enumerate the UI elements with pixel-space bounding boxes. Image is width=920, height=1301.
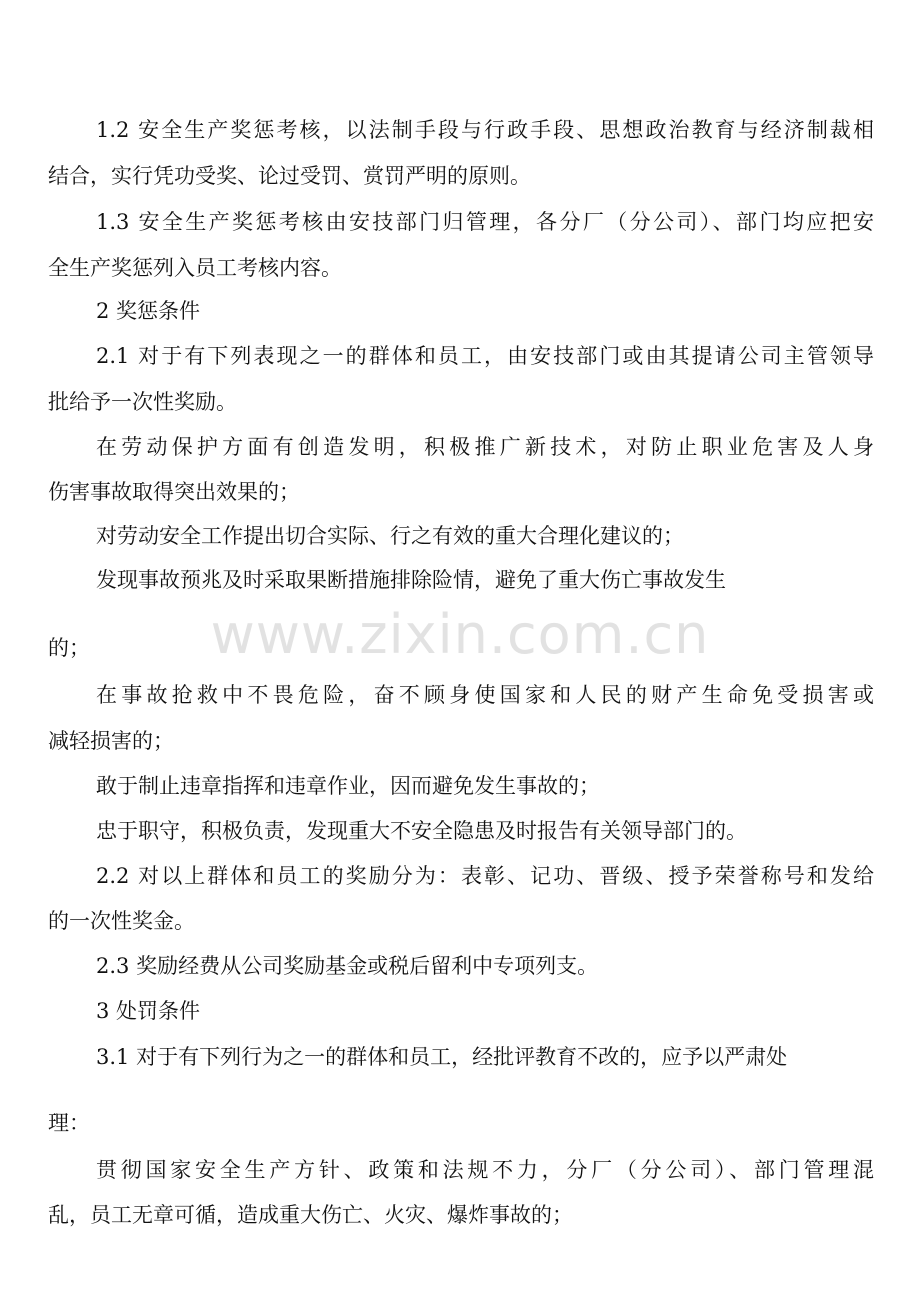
paragraph-line: 敢于制止违章指挥和违章作业，因而避免发生事故的； — [96, 774, 600, 798]
paragraph-line: 1.3 安全生产奖惩考核由安技部门归管理，各分厂（分公司）、部门均应把安 — [96, 210, 874, 234]
paragraph-line: 在事故抢救中不畏危险，奋不顾身使国家和人民的财产生命免受损害或 — [96, 683, 874, 707]
paragraph-line: 结合，实行凭功受奖、论过受罚、赏罚严明的原则。 — [48, 164, 531, 188]
paragraph-line: 批给予一次性奖励。 — [48, 390, 237, 414]
paragraph-line: 2.2 对以上群体和员工的奖励分为：表彰、记功、晋级、授予荣誉称号和发给 — [96, 864, 874, 888]
section-heading: 3 处罚条件 — [96, 999, 201, 1023]
paragraph-line: 对劳动安全工作提出切合实际、行之有效的重大合理化建议的； — [96, 524, 684, 548]
paragraph-line: 3.1 对于有下列行为之一的群体和员工，经批评教育不改的，应予以严肃处 — [96, 1045, 788, 1069]
paragraph-line: 1.2 安全生产奖惩考核，以法制手段与行政手段、思想政治教育与经济制裁相 — [96, 118, 874, 142]
watermark: www.zixin.com.cn — [210, 603, 710, 666]
paragraph-line: 在劳动保护方面有创造发明，积极推广新技术，对防止职业危害及人身 — [96, 435, 874, 459]
section-heading: 2 奖惩条件 — [96, 299, 201, 323]
paragraph-line: 理： — [48, 1111, 90, 1135]
paragraph-line: 2.1 对于有下列表现之一的群体和员工，由安技部门或由其提请公司主管领导 — [96, 344, 874, 368]
paragraph-line: 的一次性奖金。 — [48, 909, 195, 933]
paragraph-line: 忠于职守，积极负责，发现重大不安全隐患及时报告有关领导部门的。 — [96, 819, 747, 843]
paragraph-line: 的； — [48, 636, 90, 660]
paragraph-line: 减轻损害的； — [48, 729, 174, 753]
paragraph-line: 伤害事故取得突出效果的； — [48, 480, 300, 504]
paragraph-line: 2.3 奖励经费从公司奖励基金或税后留利中专项列支。 — [96, 954, 599, 978]
paragraph-line: 贯彻国家安全生产方针、政策和法规不力，分厂（分公司）、部门管理混 — [96, 1158, 874, 1182]
paragraph-line: 乱，员工无章可循，造成重大伤亡、火灾、爆炸事故的； — [48, 1203, 573, 1227]
paragraph-line: 全生产奖惩列入员工考核内容。 — [48, 256, 342, 280]
paragraph-line: 发现事故预兆及时采取果断措施排除险情，避免了重大伤亡事故发生 — [96, 568, 726, 592]
